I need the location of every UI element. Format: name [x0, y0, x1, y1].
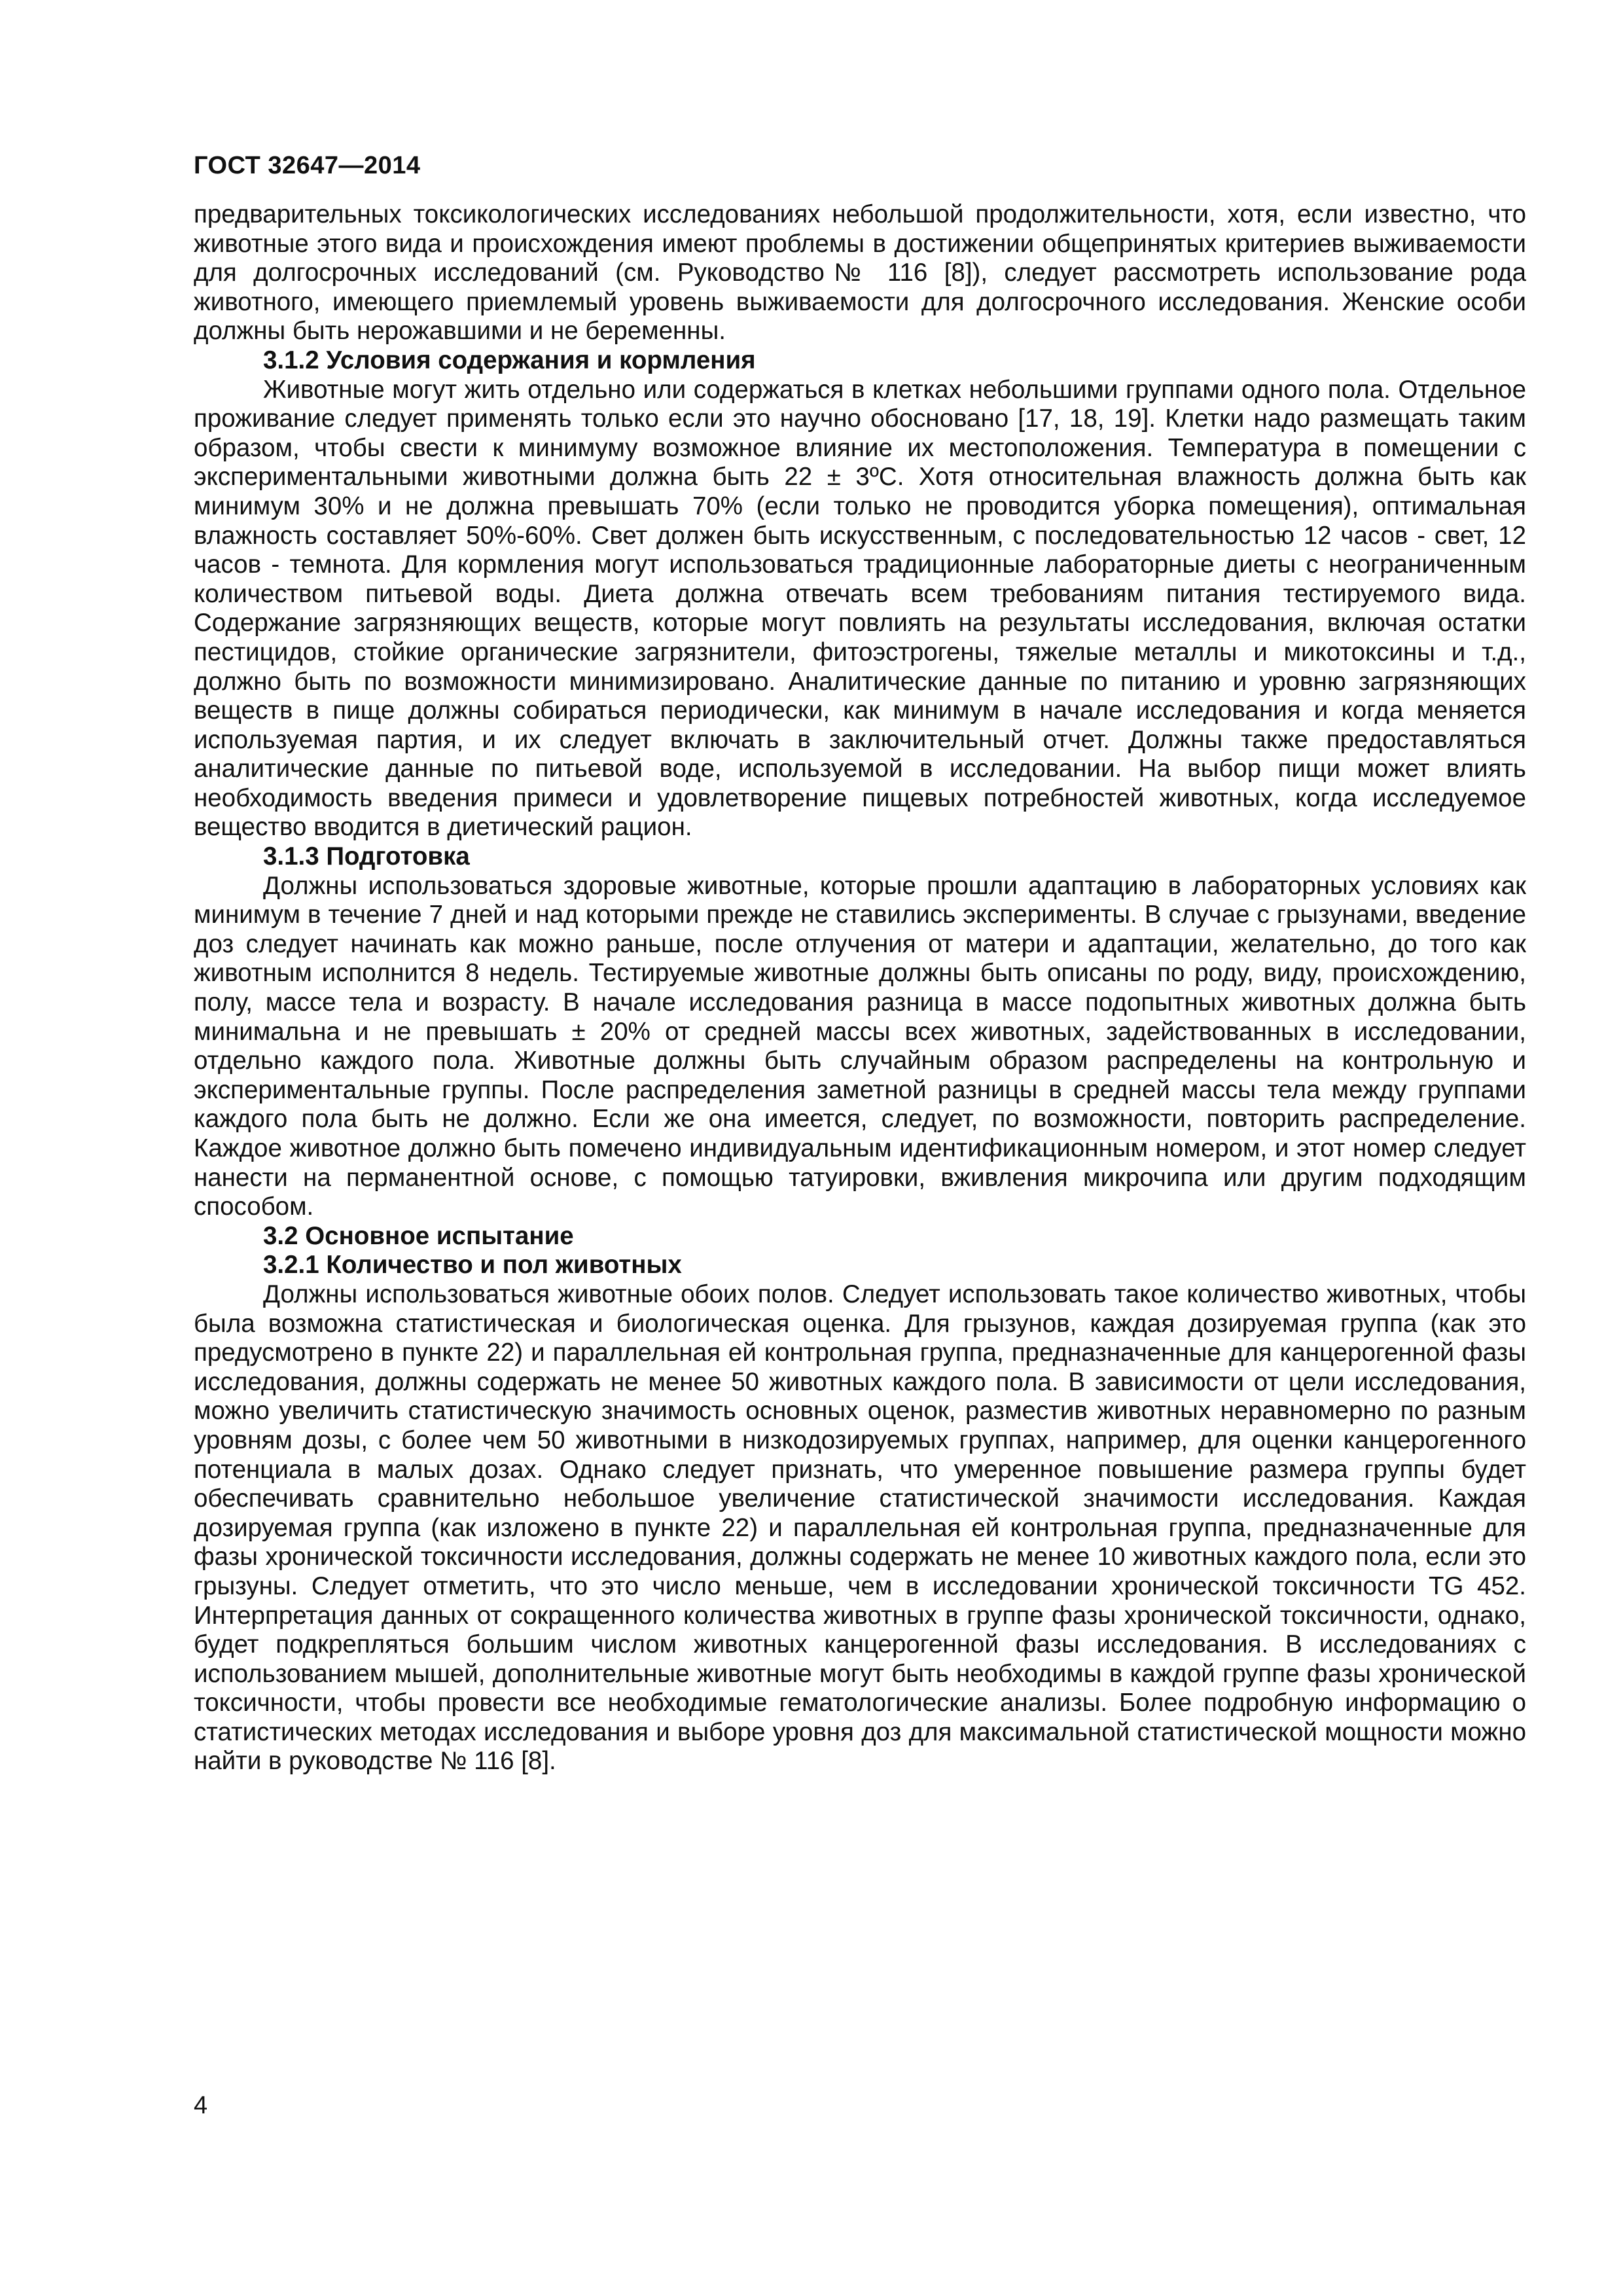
section-heading-3-2-1: 3.2.1 Количество и пол животных [263, 1251, 682, 1280]
page-number: 4 [194, 2092, 208, 2119]
section-heading-3-1-2: 3.1.2 Условия содержания и кормления [263, 346, 756, 374]
paragraph-3-2-1: Должны использоваться животные обоих полов. Следует использовать такое количество животных, чтобы была возможна статистическая и биологическая оценка. Для грызунов, каждая дозируемая группа (как это предусмотрено в пункте 22) и параллельная ей контрольная группа, предназначенные для канцерогенной фазы исследования, должны содержать не менее 50 животных каждого пола. В зависимости от цели исследования, можно увеличить статистическую значимость основных оценок, разместив животных неравномерно по разным уровням дозы, с более чем 50 животными в низкодозируемых группах, например, для оценки канцерогенного потенциала в малых дозах. Однако следует признать, что умеренное повышение размера группы будет обеспечивать сравнительно небольшое увеличение статистической значимости исследования. Каждая дозируемая группа (как изложено в пункте 22) и параллельная ей контрольная группа, предназначенные для фазы хронической токсичности исследования, должны содержать не менее 10 животных каждого пола, если это грызуны. Следует отметить, что это число меньше, чем в исследовании хронической токсичности TG 452. Интерпретация данных от сокращенного количества животных в группе фазы хронической токсичности, однако, будет подкрепляться большим числом животных канцерогенной фазы исследования. В исследованиях с использованием мышей, дополнительные животные могут быть необходимы в каждой группе фазы хронической токсичности, чтобы провести все необходимые гематологические анализы. Более подробную информацию о статистических методах исследования и выборе уровня доз для максимальной статистической мощности можно найти в руководстве № 116 [8]. [194, 1280, 1526, 1776]
section-heading-3-2: 3.2 Основное испытание [263, 1221, 574, 1250]
paragraph-3-1-2: Животные могут жить отдельно или содержаться в клетках небольшими группами одного пола. Отдельное проживание следует применять только если это научно обосновано [17, 18, 19]. Клетки надо размещать таким образом, чтобы свести к минимуму возможное влияние их местоположения. Температура в помещении с экспериментальными животными должна быть 22 ± 3ºС. Хотя относительная влажность должна быть как минимум 30% и не должна превышать 70% (если только не проводится уборка помещения), оптимальная влажность составляет 50%-60%. Свет должен быть искусственным, с последовательностью 12 часов - свет, 12 часов - темнота. Для кормления могут использоваться традиционные лабораторные диеты с неограниченным количеством питьевой воды. Диета должна отвечать всем требованиям питания тестируемого вида. Содержание загрязняющих веществ, которые могут повлиять на результаты исследования, включая остатки пестицидов, стойкие органические загрязнители, фитоэстрогены, тяжелые металлы и микотоксины и т.д., должно быть по возможности минимизировано. Аналитические данные по питанию и уровню загрязняющих веществ в пище должны собираться периодически, как минимум в начале исследования и когда меняется используемая партия, и их следует включать в заключительный отчет. Должны также предоставляться аналитические данные по питьевой воде, используемой в исследовании. На выбор пищи может влиять необходимость введения примеси и удовлетворение пищевых потребностей животных, когда исследуемое вещество вводится в диетический рацион. [194, 375, 1526, 842]
document-header: ГОСТ 32647—2014 [194, 152, 421, 179]
section-heading-3-1-3: 3.1.3 Подготовка [263, 842, 470, 871]
paragraph-continuation: предварительных токсикологических исследованиях небольшой продолжительности, хотя, если известно, что животные этого вида и происхождения имеют проблемы в достижении общепринятых критериев выживаемости для долгосрочных исследований (см. Руководство№ 116 [8]), следует рассмотреть использование рода животного, имеющего приемлемый уровень выживаемости для долгосрочного исследования. Женские особи должны быть нерожавшими и не беременны. [194, 200, 1526, 346]
document-body [194, 200, 1526, 1776]
paragraph-3-1-3: Должны использоваться здоровые животные, которые прошли адаптацию в лабораторных условиях как минимум в течение 7 дней и над которыми прежде не ставились эксперименты. В случае с грызунами, введение доз следует начинать как можно раньше, после отлучения от матери и адаптации, желательно, до того как животным исполнится 8 недель. Тестируемые животные должны быть описаны по роду, виду, происхождению, полу, массе тела и возрасту. В начале исследования разница в массе подопытных животных должна быть минимальна и не превышать ± 20% от средней массы всех животных, задействованных в исследовании, отдельно каждого пола. Животные должны быть случайным образом распределены на контрольную и экспериментальные группы. После распределения заметной разницы в средней массы тела между группами каждого пола быть не должно. Если же она имеется, следует, по возможности, повторить распределение. Каждое животное должно быть помечено индивидуальным идентификационным номером, и этот номер следует нанести на перманентной основе, с помощью татуировки, вживления микрочипа или другим подходящим способом. [194, 871, 1526, 1221]
